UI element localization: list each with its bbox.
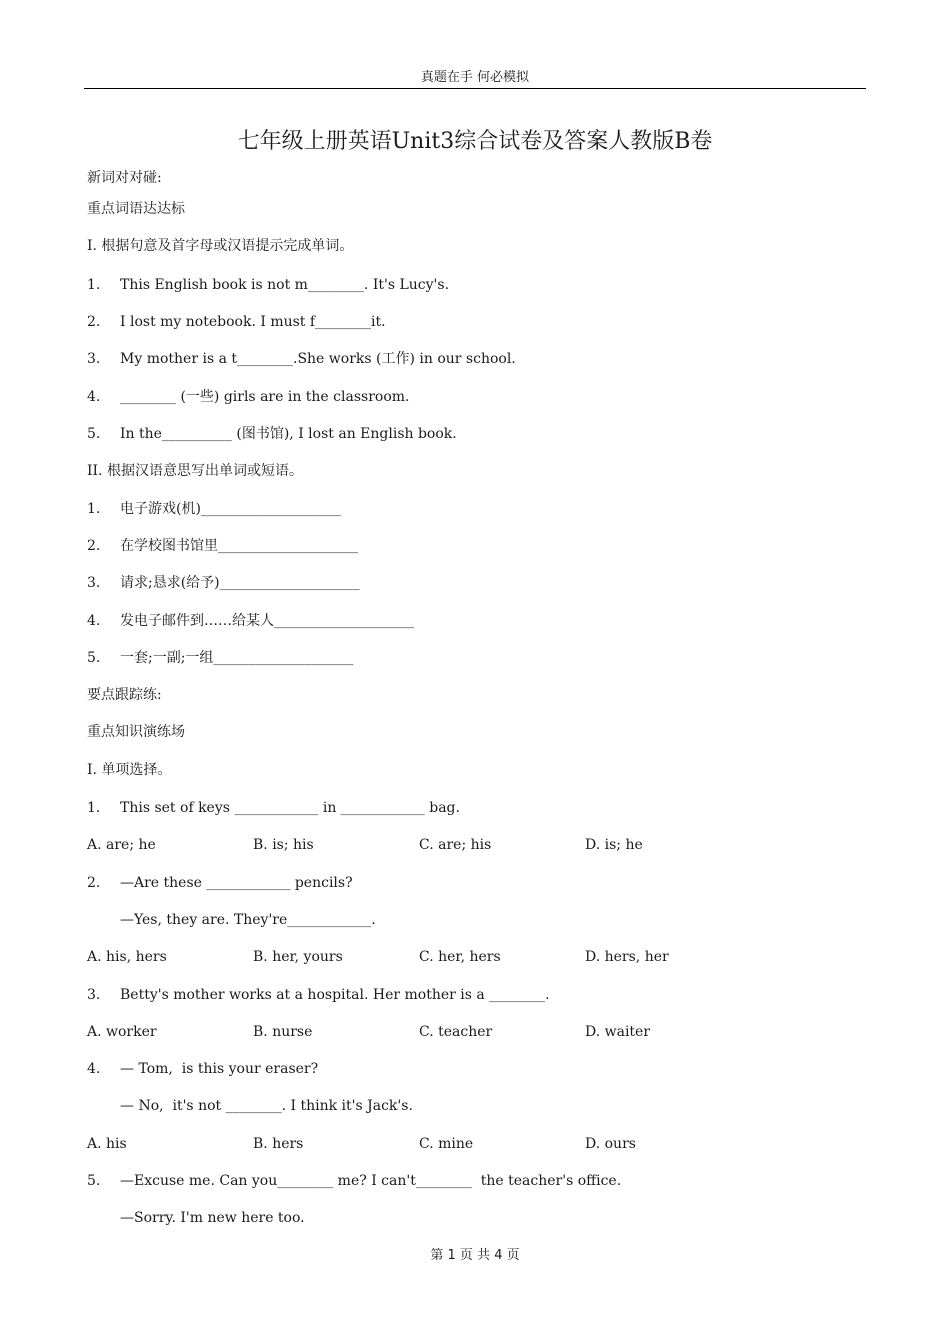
question-text: My mother is a t________.She works (工作) in our school. bbox=[120, 351, 516, 367]
question-text: 一套;一副;一组____________________ bbox=[120, 650, 354, 666]
question-continuation: —Sorry. I'm new here too. bbox=[120, 1210, 305, 1226]
option-row bbox=[87, 1022, 650, 1042]
question-number: 2. bbox=[87, 538, 101, 554]
question-continuation: —Yes, they are. They're____________. bbox=[120, 912, 376, 928]
question-line bbox=[87, 499, 341, 519]
running-header: 真题在手 何必模拟 bbox=[420, 70, 530, 85]
option-d: D. hers, her bbox=[585, 949, 669, 965]
question-line bbox=[87, 424, 457, 444]
option-c: C. her, hers bbox=[419, 949, 501, 965]
question-line bbox=[87, 349, 516, 369]
page-title: 七年级上册英语Unit3综合试卷及答案人教版B卷 bbox=[237, 129, 713, 154]
question-number: 4. bbox=[87, 613, 101, 629]
section-subheading: 重点知识演练场 bbox=[87, 724, 185, 740]
part-heading: I. 根据句意及首字母或汉语提示完成单词。 bbox=[87, 238, 354, 254]
option-row bbox=[87, 947, 669, 967]
option-b: B. hers bbox=[253, 1136, 304, 1152]
question-text: 发电子邮件到……给某人____________________ bbox=[120, 613, 414, 629]
question-text: — Tom, is this your eraser? bbox=[120, 1061, 319, 1077]
option-c: C. mine bbox=[419, 1136, 474, 1152]
question-text: ________ (一些) girls are in the classroom. bbox=[120, 389, 410, 405]
header-rule bbox=[84, 88, 866, 89]
question-number: 2. bbox=[87, 875, 101, 891]
question-number: 1. bbox=[87, 501, 101, 517]
page-footer: 第 1 页 共 4 页 bbox=[430, 1248, 520, 1263]
option-d: D. is; he bbox=[585, 837, 643, 853]
section-subheading: 重点词语达达标 bbox=[87, 201, 185, 217]
question-line bbox=[87, 985, 550, 1005]
question-line bbox=[87, 798, 460, 818]
question-line bbox=[87, 873, 353, 893]
section-label: 要点跟踪练: bbox=[87, 687, 162, 703]
question-number: 5. bbox=[87, 1173, 101, 1189]
question-text: —Are these ____________ pencils? bbox=[120, 875, 353, 891]
question-line bbox=[87, 275, 449, 295]
question-line bbox=[87, 312, 386, 332]
question-line bbox=[87, 1059, 318, 1079]
option-d: D. waiter bbox=[585, 1024, 651, 1040]
part-heading: II. 根据汉语意思写出单词或短语。 bbox=[87, 463, 303, 479]
option-a: A. are; he bbox=[87, 837, 156, 853]
question-number: 1. bbox=[87, 800, 101, 816]
question-number: 4. bbox=[87, 1061, 101, 1077]
question-text: 电子游戏(机)____________________ bbox=[120, 501, 341, 517]
question-number: 5. bbox=[87, 650, 101, 666]
option-b: B. her, yours bbox=[253, 949, 343, 965]
option-a: A. his bbox=[87, 1136, 127, 1152]
section-label: 新词对对碰: bbox=[87, 170, 162, 186]
question-text: 在学校图书馆里____________________ bbox=[120, 538, 358, 554]
option-row bbox=[87, 1134, 636, 1154]
option-b: B. is; his bbox=[253, 837, 314, 853]
question-number: 1. bbox=[87, 277, 101, 293]
option-d: D. ours bbox=[585, 1136, 636, 1152]
question-text: —Excuse me. Can you________ me? I can't________ the teacher's office. bbox=[120, 1173, 622, 1189]
option-b: B. nurse bbox=[253, 1024, 313, 1040]
question-number: 5. bbox=[87, 426, 101, 442]
question-number: 2. bbox=[87, 314, 101, 330]
question-number: 3. bbox=[87, 351, 101, 367]
question-line bbox=[87, 611, 414, 631]
option-a: A. worker bbox=[87, 1024, 157, 1040]
question-number: 3. bbox=[87, 987, 101, 1003]
option-a: A. his, hers bbox=[87, 949, 167, 965]
question-line bbox=[87, 573, 360, 593]
option-c: C. are; his bbox=[419, 837, 492, 853]
question-continuation: — No, it's not ________. I think it's Jack's. bbox=[120, 1098, 413, 1114]
question-text: 请求;恳求(给予)____________________ bbox=[120, 575, 360, 591]
question-text: This set of keys ____________ in ____________ bag. bbox=[120, 800, 460, 816]
question-text: I lost my notebook. I must f________it. bbox=[120, 314, 386, 330]
question-text: Betty's mother works at a hospital. Her mother is a ________. bbox=[120, 987, 550, 1003]
question-line bbox=[87, 387, 409, 407]
question-text: In the__________ (图书馆), I lost an English book. bbox=[120, 426, 457, 442]
question-number: 3. bbox=[87, 575, 101, 591]
option-row bbox=[87, 835, 643, 855]
question-text: This English book is not m________. It's Lucy's. bbox=[120, 277, 450, 293]
question-line bbox=[87, 648, 353, 668]
part-heading: I. 单项选择。 bbox=[87, 762, 172, 778]
question-line bbox=[87, 536, 358, 556]
question-number: 4. bbox=[87, 389, 101, 405]
question-line bbox=[87, 1171, 621, 1191]
option-c: C. teacher bbox=[419, 1024, 493, 1040]
